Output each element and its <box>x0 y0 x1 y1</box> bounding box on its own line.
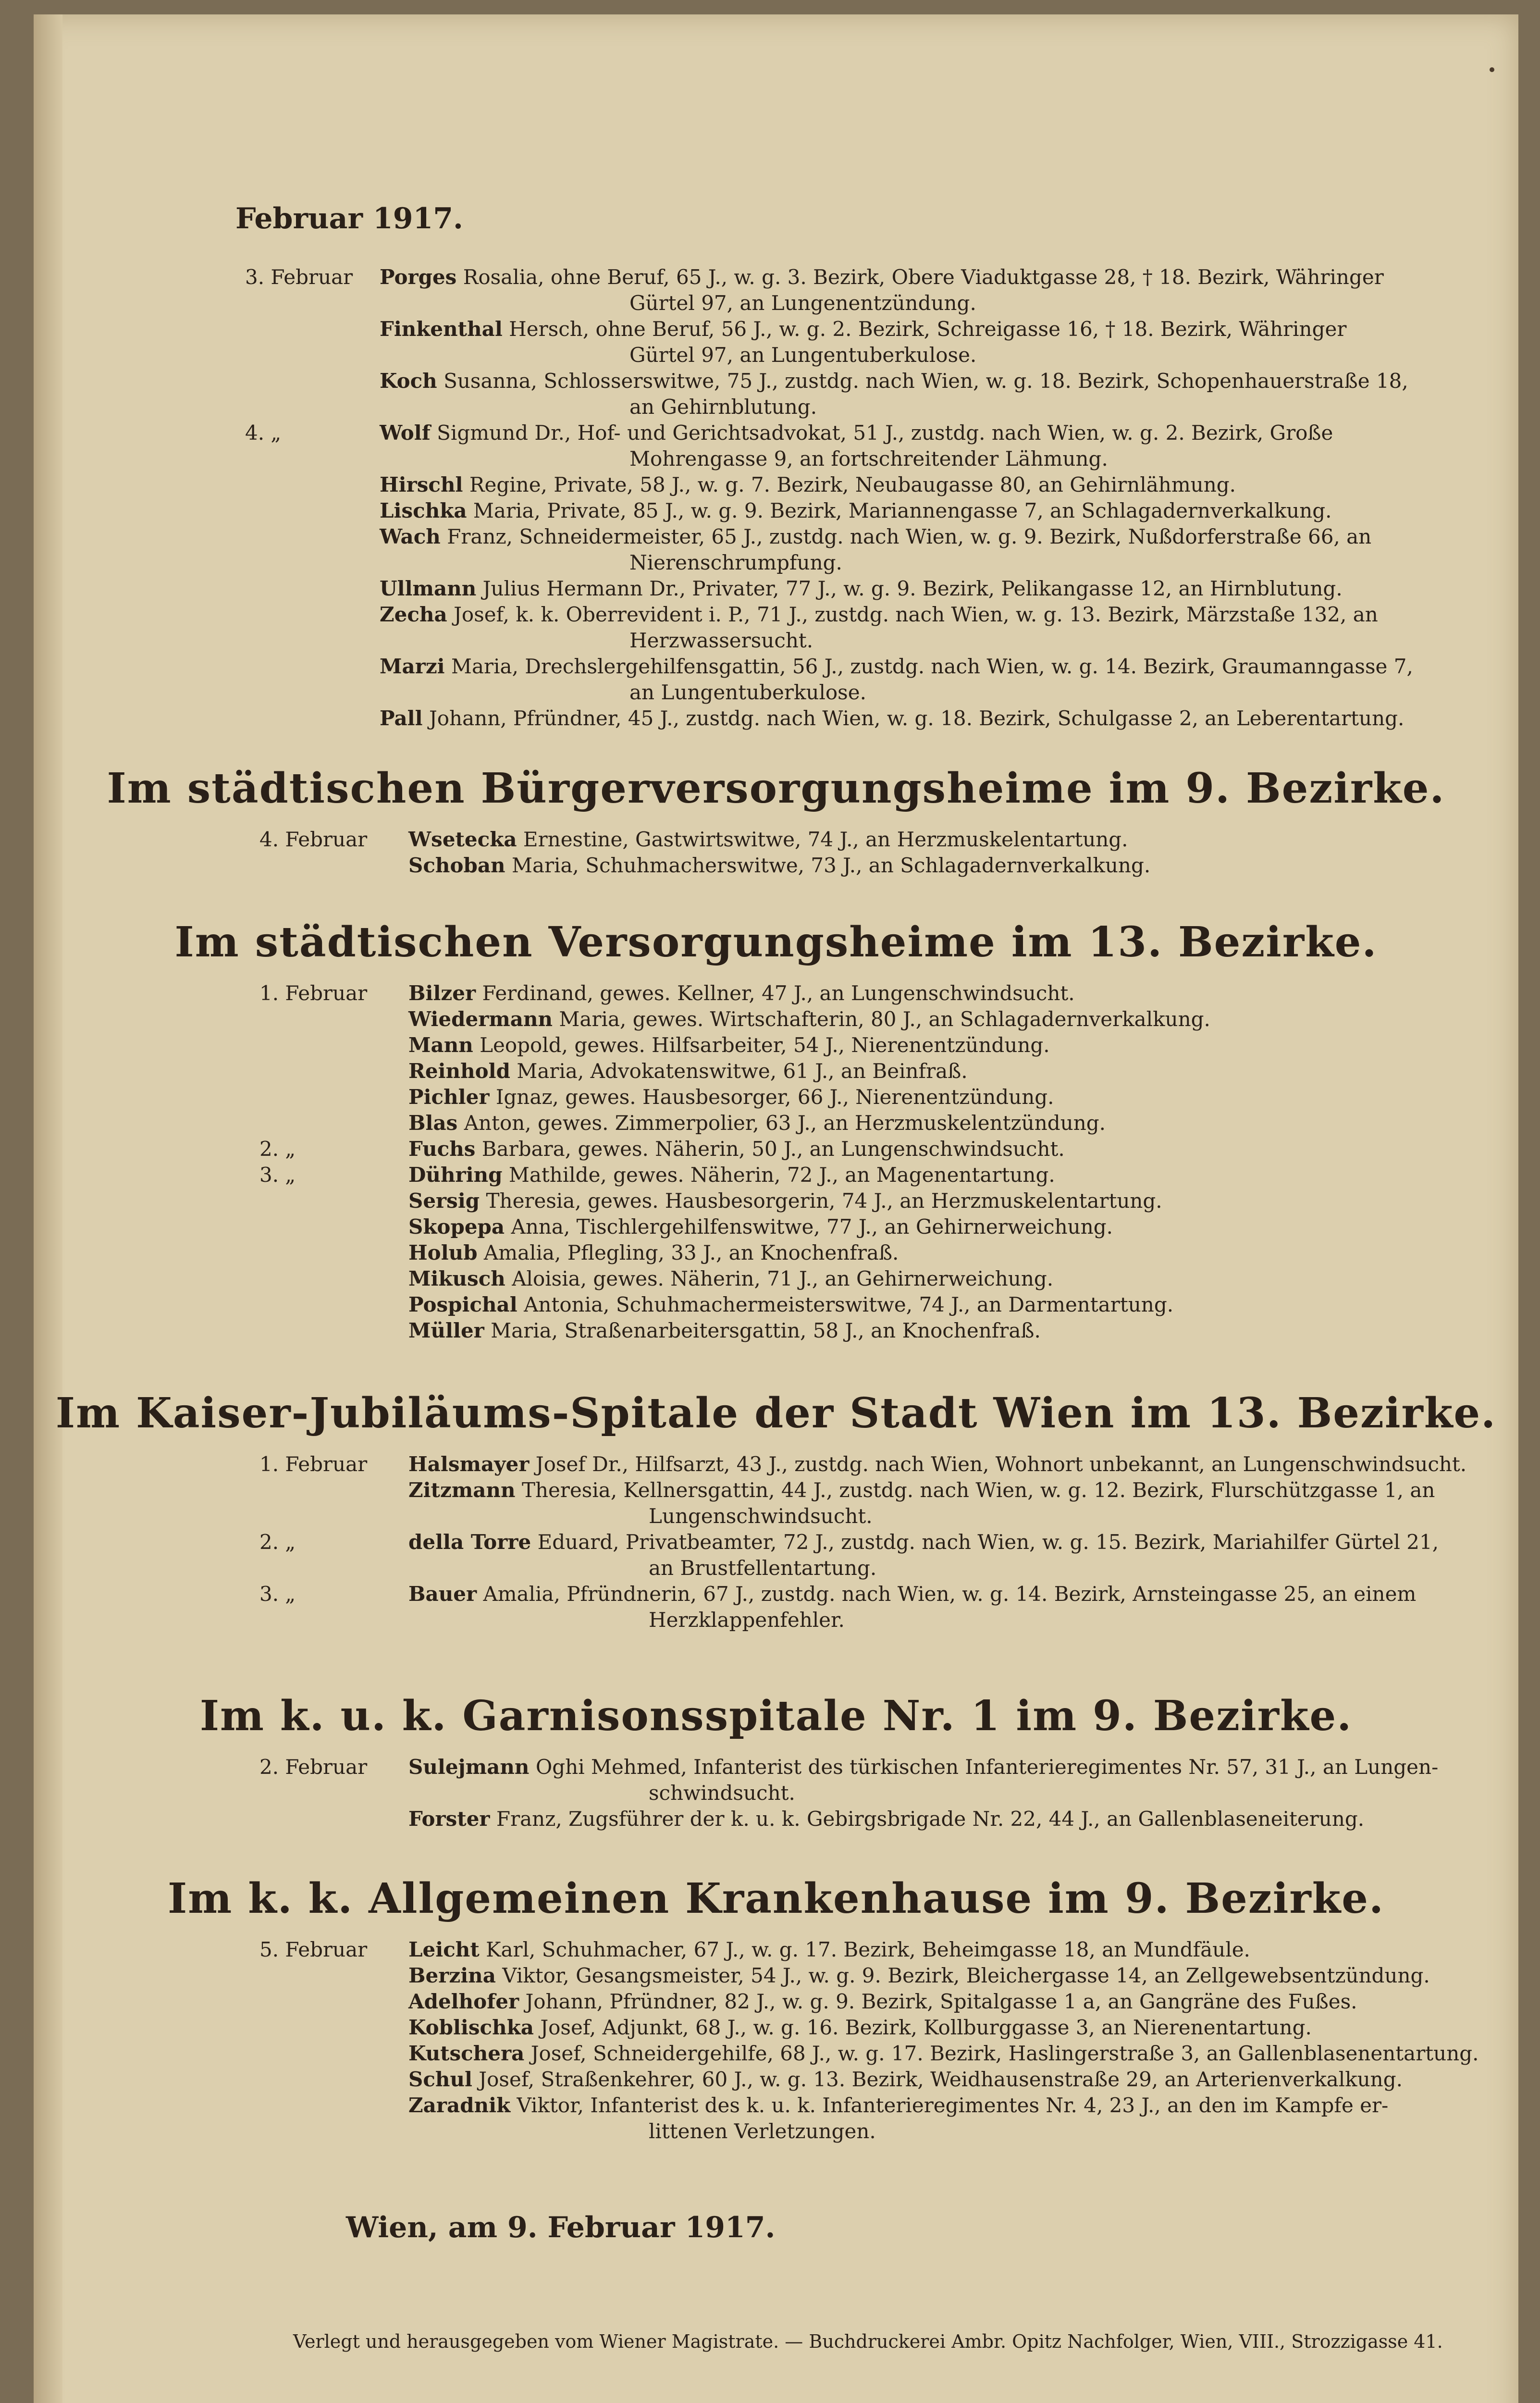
entry-details: Maria, gewes. Wirtschafterin, 80 J., an Schlagadernverkalkung. <box>559 1007 1210 1031</box>
entry-details: Amalia, Pflegling, 33 J., an Knochenfraß. <box>483 1241 899 1264</box>
entry-body <box>380 498 1331 524</box>
entry-body <box>380 316 1346 342</box>
entry-date: 1. Februar <box>259 981 368 1005</box>
entry-continuation: Herzwassersucht. <box>629 629 813 652</box>
entry-body <box>408 1006 1210 1032</box>
entry-details: Karl, Schuhmacher, 67 J., w. g. 17. Bezirk, Beheimgasse 18, an Mundfäule. <box>486 1938 1250 1961</box>
entry-details: Anna, Tischlergehilfenswitwe, 77 J., an Gehirnerweichung. <box>511 1215 1113 1239</box>
entry-details: Josef, Straßenkehrer, 60 J., w. g. 13. Bezirk, Weidhausenstraße 29, an Arterienverkalkung. <box>479 2068 1403 2091</box>
entry-date: 3. Februar <box>245 265 353 289</box>
entry-body <box>408 1084 1054 1110</box>
entry-body <box>408 1214 1113 1240</box>
entry-surname: Finkenthal <box>380 317 503 341</box>
entry-date: 2. „ <box>259 1530 296 1554</box>
section-heading: Im Kaiser-Jubiläums-Spitale der Stadt Wien im 13. Bezirke. <box>55 1389 1497 1437</box>
entry-surname: Dühring <box>408 1163 503 1187</box>
entry-body <box>408 1477 1435 1503</box>
entry-body <box>408 1136 1065 1162</box>
entry-body <box>408 1529 1439 1555</box>
entry-date: 4. „ <box>245 421 282 445</box>
entry-details: Eduard, Privatbeamter, 72 J., zustdg. nach Wien, w. g. 15. Bezirk, Mariahilfer Gürtel 21, <box>537 1530 1439 1554</box>
entry-details: Susanna, Schlosserswitwe, 75 J., zustdg. nach Wien, w. g. 18. Bezirk, Schopenhauerstraße 18, <box>444 369 1408 393</box>
entry-body <box>408 1318 1041 1344</box>
entry-details: Josef, k. k. Oberrevident i. P., 71 J., zustdg. nach Wien, w. g. 13. Bezirk, Märzstaße 132, an <box>454 603 1378 626</box>
entry-details: Josef, Adjunkt, 68 J., w. g. 16. Bezirk, Kollburggasse 3, an Nierenentartung. <box>540 2016 1312 2039</box>
entry-body <box>380 654 1413 680</box>
entry-surname: Mikusch <box>408 1267 505 1290</box>
entry-body <box>408 2041 1479 2067</box>
entry-surname: della Torre <box>408 1530 531 1554</box>
entry-details: Franz, Zugsführer der k. u. k. Gebirgsbrigade Nr. 22, 44 J., an Gallenblaseneiterung. <box>496 1807 1365 1831</box>
entry-surname: Wach <box>380 525 441 548</box>
entry-details: Amalia, Pfründnerin, 67 J., zustdg. nach Wien, w. g. 14. Bezirk, Arnsteingasse 25, an einem <box>483 1582 1417 1606</box>
entry-body <box>408 1581 1416 1607</box>
entry-details: Maria, Private, 85 J., w. g. 9. Bezirk, Mariannengasse 7, an Schlagadernverkalkung. <box>473 499 1332 522</box>
entry-surname: Blas <box>408 1111 458 1135</box>
entry-surname: Marzi <box>380 655 445 678</box>
entry-surname: Koblischka <box>408 2016 534 2039</box>
entry-continuation: Gürtel 97, an Lungentuberkulose. <box>629 343 977 367</box>
entry-surname: Pospichal <box>408 1293 517 1316</box>
entry-surname: Porges <box>380 265 457 289</box>
entry-details: Theresia, Kellnersgattin, 44 J., zustdg. nach Wien, w. g. 12. Bezirk, Flurschützgasse 1, an <box>521 1478 1435 1502</box>
entry-continuation: Herzklappenfehler. <box>649 1608 845 1632</box>
entry-surname: Zecha <box>380 603 447 626</box>
entry-surname: Bauer <box>408 1582 477 1606</box>
entry-details: Oghi Mehmed, Infanterist des türkischen Infanterieregimentes Nr. 57, 31 J., an Lungen- <box>535 1755 1439 1779</box>
margin-mark <box>1490 67 1494 72</box>
entry-body <box>408 2093 1388 2118</box>
section-heading: Im k. k. Allgemeinen Krankenhause im 9. Bezirke. <box>168 1874 1384 1923</box>
entry-body <box>408 1188 1162 1214</box>
entry-details: Barbara, gewes. Näherin, 50 J., an Lungenschwindsucht. <box>481 1137 1065 1161</box>
entry-surname: Koch <box>380 369 437 393</box>
entry-surname: Pall <box>380 706 423 730</box>
entry-body <box>408 1963 1430 1989</box>
entry-body <box>408 2015 1312 2041</box>
entry-body <box>408 1806 1364 1832</box>
entry-surname: Holub <box>408 1241 478 1264</box>
entry-date: 2. Februar <box>259 1755 368 1779</box>
entry-body <box>408 1162 1055 1188</box>
entry-details: Maria, Schuhmacherswitwe, 73 J., an Schlagadernverkalkung. <box>511 854 1151 877</box>
entry-details: Theresia, gewes. Hausbesorgerin, 74 J., an Herzmuskelentartung. <box>486 1189 1162 1213</box>
entry-date: 4. Februar <box>259 828 368 851</box>
entry-continuation: Mohrengasse 9, an fortschreitender Lähmung. <box>629 447 1108 471</box>
entry-details: Anton, gewes. Zimmerpolier, 63 J., an Herzmuskelentzündung. <box>464 1111 1106 1135</box>
entry-surname: Müller <box>408 1319 484 1342</box>
entry-details: Maria, Straßenarbeitersgattin, 58 J., an Knochenfraß. <box>491 1319 1041 1342</box>
entry-date: 3. „ <box>259 1582 296 1606</box>
entry-body <box>408 1240 899 1266</box>
signoff-line: Wien, am 9. Februar 1917. <box>346 2211 776 2244</box>
entry-body <box>380 602 1378 628</box>
entry-body <box>408 1989 1357 2015</box>
entry-continuation: Nierenschrumpfung. <box>629 551 842 574</box>
entry-surname: Mann <box>408 1033 473 1057</box>
entry-date: 1. Februar <box>259 1452 368 1476</box>
section-heading: Im städtischen Versorgungsheime im 13. Bezirke. <box>174 918 1378 966</box>
entry-continuation: schwindsucht. <box>649 1781 795 1805</box>
entry-details: Maria, Drechslergehilfensgattin, 56 J., zustdg. nach Wien, w. g. 14. Bezirk, Graumanngasse 7, <box>451 655 1413 678</box>
entry-surname: Bilzer <box>408 981 476 1005</box>
entry-details: Franz, Schneidermeister, 65 J., zustdg. nach Wien, w. g. 9. Bezirk, Nußdorferstraße 66, an <box>447 525 1372 548</box>
entry-continuation: an Lungentuberkulose. <box>629 681 866 704</box>
entry-body <box>380 524 1371 550</box>
entry-surname: Wiedermann <box>408 1007 553 1031</box>
entry-body <box>408 1058 968 1084</box>
entry-body <box>408 980 1075 1006</box>
entry-details: Josef Dr., Hilfsarzt, 43 J., zustdg. nach Wien, Wohnort unbekannt, an Lungenschwindsucht. <box>535 1452 1467 1476</box>
entry-details: Ferdinand, gewes. Kellner, 47 J., an Lungenschwindsucht. <box>482 981 1075 1005</box>
entry-body <box>408 853 1150 879</box>
entry-details: Julius Hermann Dr., Privater, 77 J., w. g. 9. Bezirk, Pelikangasse 12, an Hirnblutung. <box>482 577 1343 600</box>
entry-surname: Wolf <box>380 421 431 445</box>
entry-body <box>408 1451 1466 1477</box>
entry-details: Mathilde, gewes. Näherin, 72 J., an Magenentartung. <box>508 1163 1055 1187</box>
entry-surname: Skopepa <box>408 1215 505 1239</box>
entry-details: Rosalia, ohne Beruf, 65 J., w. g. 3. Bezirk, Obere Viaduktgasse 28, † 18. Bezirk, Währinger <box>463 265 1384 289</box>
entry-date: 5. Februar <box>259 1938 368 1961</box>
entry-surname: Sersig <box>408 1189 480 1213</box>
entry-body <box>380 576 1343 602</box>
entry-details: Josef, Schneidergehilfe, 68 J., w. g. 17. Bezirk, Haslingerstraße 3, an Gallenblasenentartung. <box>530 2042 1479 2065</box>
entry-details: Sigmund Dr., Hof- und Gerichtsadvokat, 51 J., zustdg. nach Wien, w. g. 2. Bezirk, Große <box>437 421 1333 445</box>
entry-surname: Reinhold <box>408 1059 510 1083</box>
entry-continuation: Gürtel 97, an Lungenentzündung. <box>629 291 976 315</box>
entry-surname: Berzina <box>408 1964 496 1987</box>
entry-body <box>380 368 1408 394</box>
entry-body <box>380 472 1236 498</box>
publisher-imprint: Verlegt und herausgegeben vom Wiener Magistrate. — Buchdruckerei Ambr. Opitz Nachfolger, Wien, VIII., Strozzigasse 41. <box>293 2331 1443 2352</box>
page-binding-edge <box>34 14 62 2403</box>
entry-body <box>408 827 1128 853</box>
entry-surname: Wsetecka <box>408 828 517 851</box>
entry-body <box>408 1292 1173 1318</box>
entry-surname: Lischka <box>380 499 467 522</box>
entry-body <box>408 1032 1050 1058</box>
entry-body <box>408 1110 1106 1136</box>
entry-surname: Fuchs <box>408 1137 476 1161</box>
entry-details: Johann, Pfründner, 82 J., w. g. 9. Bezirk, Spitalgasse 1 a, an Gangräne des Fußes. <box>525 1990 1357 2013</box>
section-heading: Im k. u. k. Garnisonsspitale Nr. 1 im 9. Bezirke. <box>199 1692 1353 1740</box>
entry-details: Regine, Private, 58 J., w. g. 7. Bezirk, Neubaugasse 80, an Gehirnlähmung. <box>469 473 1236 496</box>
section-heading: Im städtischen Bürgerversorgungsheime im 9. Bezirke. <box>107 764 1445 813</box>
entry-body <box>408 1266 1053 1292</box>
entry-surname: Forster <box>408 1807 490 1831</box>
entry-details: Ignaz, gewes. Hausbesorger, 66 J., Nierenentzündung. <box>495 1085 1054 1109</box>
entry-surname: Schoban <box>408 854 505 877</box>
entry-details: Maria, Advokatenswitwe, 61 J., an Beinfraß. <box>517 1059 968 1083</box>
entry-body <box>408 1937 1250 1963</box>
entry-details: Hersch, ohne Beruf, 56 J., w. g. 2. Bezirk, Schreigasse 16, † 18. Bezirk, Währinger <box>509 317 1347 341</box>
entry-details: Antonia, Schuhmachermeisterswitwe, 74 J., an Darmentartung. <box>524 1293 1174 1316</box>
entry-details: Viktor, Infanterist des k. u. k. Infanterieregimentes Nr. 4, 23 J., an den im Kampfe er- <box>517 2093 1389 2117</box>
entry-details: Johann, Pfründner, 45 J., zustdg. nach Wien, w. g. 18. Bezirk, Schulgasse 2, an Leberentartung. <box>429 706 1404 730</box>
entry-date: 3. „ <box>259 1163 296 1187</box>
entry-continuation: Lungenschwindsucht. <box>649 1504 873 1528</box>
page-header-month: Februar 1917. <box>235 202 463 235</box>
entry-details: Viktor, Gesangsmeister, 54 J., w. g. 9. Bezirk, Bleichergasse 14, an Zellgewebsentzündung. <box>502 1964 1430 1987</box>
entry-surname: Pichler <box>408 1085 490 1109</box>
entry-surname: Zitzmann <box>408 1478 516 1502</box>
entry-surname: Adelhofer <box>408 1990 519 2013</box>
entry-body <box>380 706 1404 731</box>
entry-details: Aloisia, gewes. Näherin, 71 J., an Gehirnerweichung. <box>512 1267 1054 1290</box>
entry-body <box>408 1754 1438 1780</box>
document-page <box>34 14 1518 2403</box>
entry-date: 2. „ <box>259 1137 296 1161</box>
entry-surname: Hirschl <box>380 473 463 496</box>
entry-body <box>408 2067 1403 2093</box>
entry-surname: Kutschera <box>408 2042 525 2065</box>
entry-continuation: an Brustfellentartung. <box>649 1556 877 1580</box>
entry-surname: Leicht <box>408 1938 480 1961</box>
entry-body <box>380 264 1384 290</box>
entry-surname: Schul <box>408 2068 472 2091</box>
entry-details: Leopold, gewes. Hilfsarbeiter, 54 J., Nierenentzündung. <box>480 1033 1050 1057</box>
entry-surname: Ullmann <box>380 577 477 600</box>
entry-continuation: littenen Verletzungen. <box>649 2119 876 2143</box>
entry-details: Ernestine, Gastwirtswitwe, 74 J., an Herzmuskelentartung. <box>523 828 1128 851</box>
entry-continuation: an Gehirnblutung. <box>629 395 817 419</box>
entry-surname: Halsmayer <box>408 1452 530 1476</box>
entry-surname: Zaradnik <box>408 2093 511 2117</box>
entry-body <box>380 420 1333 446</box>
entry-surname: Sulejmann <box>408 1755 530 1779</box>
